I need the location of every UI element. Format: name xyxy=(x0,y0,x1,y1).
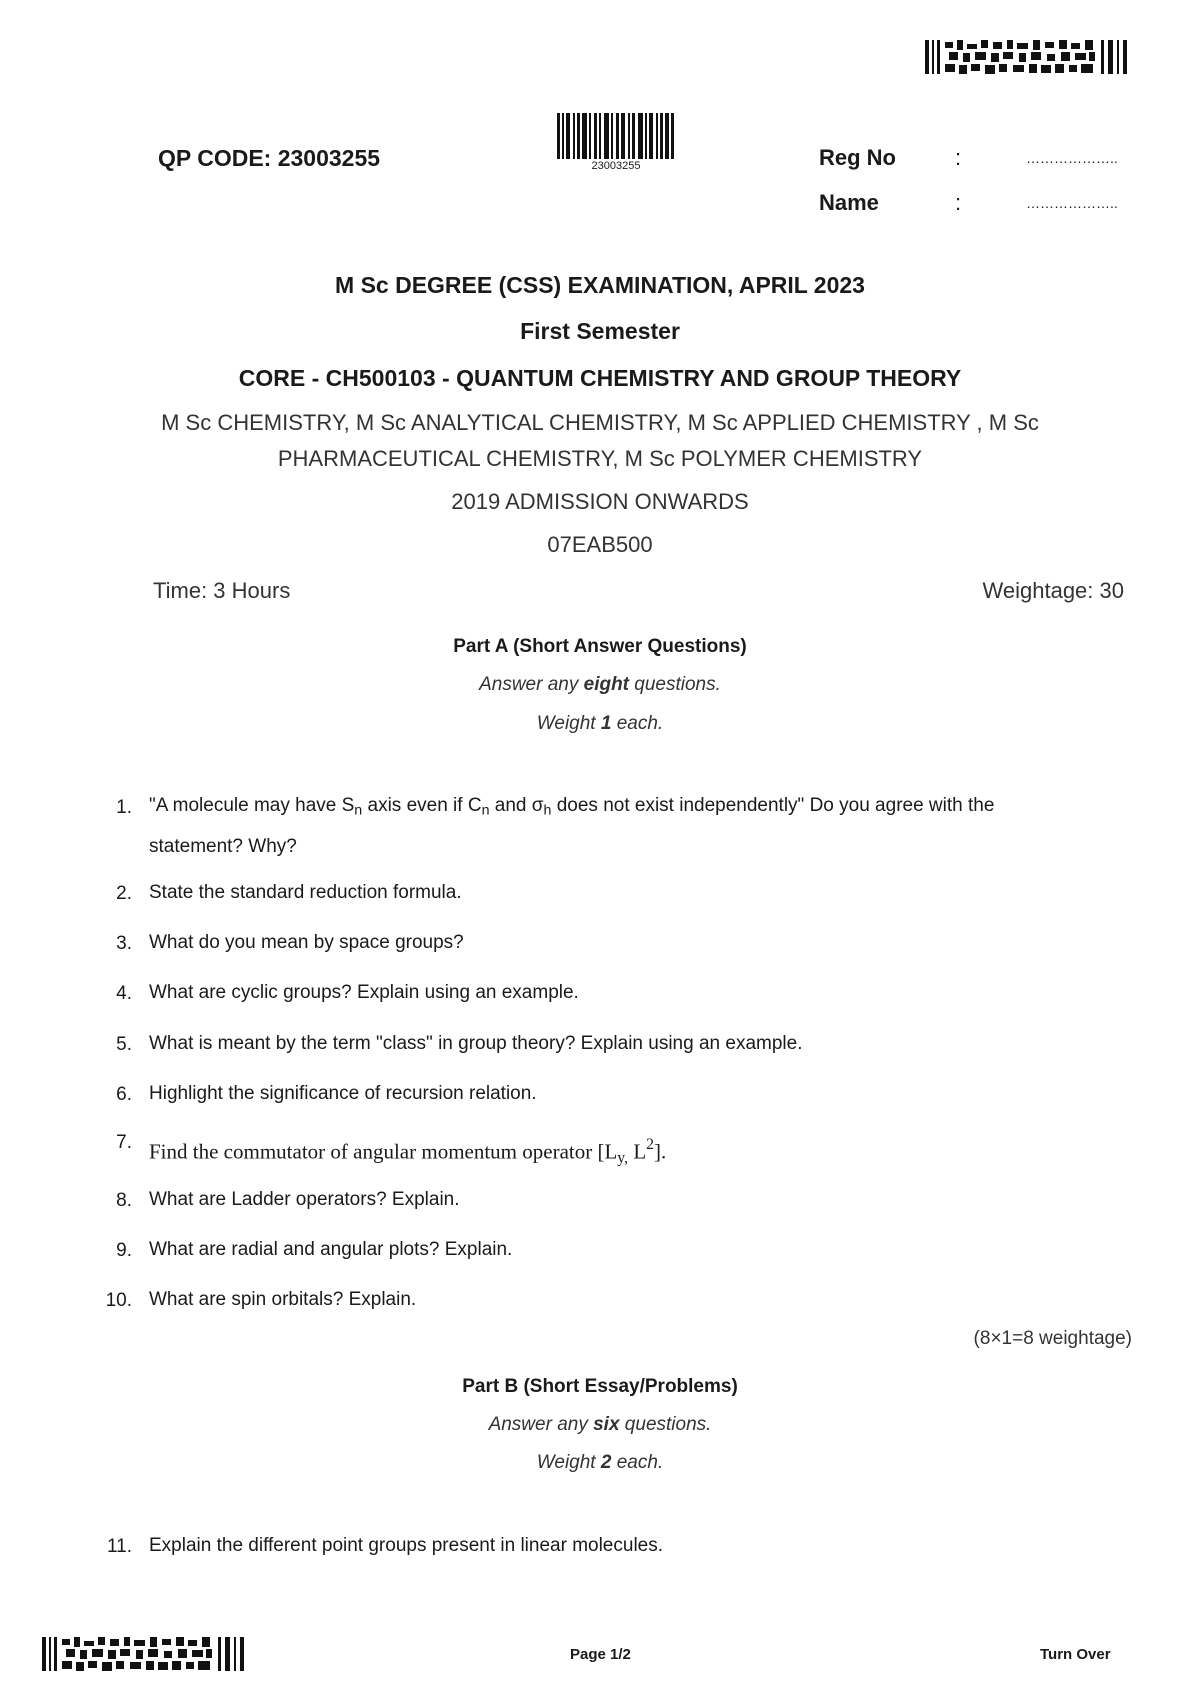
exam-time: Time: 3 Hours xyxy=(153,578,291,603)
reg-no-colon: : xyxy=(955,145,962,170)
question-number: 3. xyxy=(116,933,132,954)
reg-no-label: Reg No xyxy=(819,145,896,170)
part-b-title: Part B (Short Essay/Problems) xyxy=(462,1376,738,1397)
question-number: 1. xyxy=(116,797,132,818)
question-text: What are spin orbitals? Explain. xyxy=(149,1289,417,1310)
barcode-number: 23003255 xyxy=(591,160,641,172)
question-text: Explain the different point groups present in linear molecules. xyxy=(149,1535,664,1556)
part-a-title: Part A (Short Answer Questions) xyxy=(453,636,747,657)
part-a-marks: (8×1=8 weightage) xyxy=(973,1328,1132,1349)
question-text: What are cyclic groups? Explain using an example. xyxy=(149,982,579,1003)
question-number: 6. xyxy=(116,1084,132,1105)
question-text: What do you mean by space groups? xyxy=(149,932,464,953)
question-number: 7. xyxy=(116,1132,132,1153)
barcode-top-right xyxy=(925,40,1131,74)
question-number: 9. xyxy=(116,1240,132,1261)
part-a-weight: Weight 1 each. xyxy=(536,713,664,734)
exam-code: 07EAB500 xyxy=(547,532,653,557)
name-colon: : xyxy=(955,190,962,215)
programmes-line1: M Sc CHEMISTRY, M Sc ANALYTICAL CHEMISTRY, M Sc APPLIED CHEMISTRY , M Sc xyxy=(161,410,1039,435)
question-number: 8. xyxy=(116,1190,132,1211)
admission: 2019 ADMISSION ONWARDS xyxy=(451,489,749,514)
name-label: Name xyxy=(819,190,879,215)
question-text: "A molecule may have $S_n$ axis even if $C_n$ and $\sigma_h$ does not exist independently" Do you agree with the statement? Why? xyxy=(149,795,995,857)
question-text: What are Ladder operators? Explain. xyxy=(149,1189,460,1210)
part-b-instruction: Answer any six questions. xyxy=(488,1414,712,1435)
reg-no-dots: ……………….. xyxy=(1026,150,1118,166)
question-number: 5. xyxy=(116,1034,132,1055)
question-text: What are radial and angular plots? Explain. xyxy=(149,1239,513,1260)
programmes-line2: PHARMACEUTICAL CHEMISTRY, M Sc POLYMER CHEMISTRY xyxy=(277,446,923,471)
question-text: Find the commutator of angular momentum operator [$L_{y,}$ $L^2$]. xyxy=(149,1136,667,1167)
course-title: CORE - CH500103 - QUANTUM CHEMISTRY AND GROUP THEORY xyxy=(238,365,962,391)
name-dots: ……………….. xyxy=(1026,195,1118,211)
question-number: 4. xyxy=(116,983,132,1004)
exam-weightage: Weightage: 30 xyxy=(982,578,1124,603)
barcode-center xyxy=(557,113,675,172)
part-a-instruction: Answer any eight questions. xyxy=(479,674,721,695)
turn-over: Turn Over xyxy=(1040,1646,1111,1663)
question-text: Highlight the significance of recursion relation. xyxy=(149,1083,537,1104)
question-number: 10. xyxy=(105,1290,132,1311)
semester: First Semester xyxy=(520,318,680,344)
question-number: 11. xyxy=(106,1536,132,1557)
barcode-bottom-left xyxy=(42,1637,248,1671)
qp-code: QP CODE: 23003255 xyxy=(158,145,381,171)
question-text: State the standard reduction formula. xyxy=(149,882,462,903)
exam-title: M Sc DEGREE (CSS) EXAMINATION, APRIL 2023 xyxy=(335,272,865,298)
part-b-weight: Weight 2 each. xyxy=(536,1452,664,1473)
question-number: 2. xyxy=(116,883,132,904)
question-text: What is meant by the term "class" in group theory? Explain using an example. xyxy=(149,1033,803,1054)
page-number: Page 1/2 xyxy=(570,1646,631,1663)
